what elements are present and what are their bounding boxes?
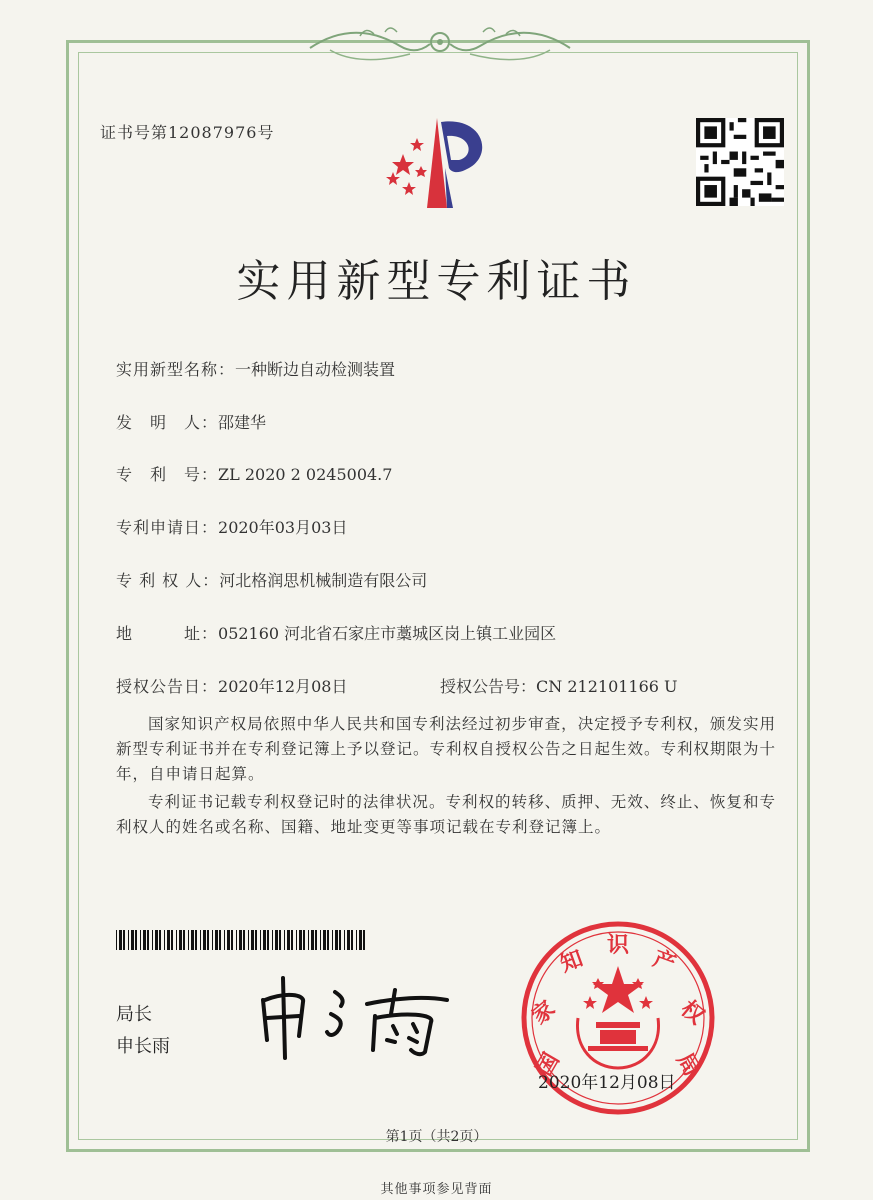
barcode-bar bbox=[191, 930, 194, 950]
barcode-bar bbox=[263, 930, 266, 950]
barcode-bar bbox=[203, 930, 206, 950]
barcode-bar bbox=[207, 930, 209, 950]
field-label: 发 明 人： bbox=[116, 413, 219, 432]
barcode-bar bbox=[152, 930, 153, 950]
barcode-bar bbox=[212, 930, 213, 950]
page-number: 第1页（共2页） bbox=[385, 1129, 488, 1145]
field-label: 专 利 号： bbox=[116, 465, 219, 484]
barcode-bar bbox=[363, 930, 365, 950]
barcode-bar bbox=[255, 930, 257, 950]
barcode-bar bbox=[143, 930, 146, 950]
svg-text:知: 知 bbox=[557, 946, 587, 978]
certificate-number: 证书号第12087976号 bbox=[100, 123, 275, 142]
barcode-bar bbox=[335, 930, 338, 950]
field-grant-date bbox=[116, 674, 347, 697]
field-patent-holder bbox=[116, 568, 427, 591]
field-value: 2020年03月03日 bbox=[218, 518, 348, 537]
barcode-bar bbox=[315, 930, 317, 950]
barcode-bar bbox=[227, 930, 230, 950]
barcode-bar bbox=[171, 930, 173, 950]
barcode-bar bbox=[332, 930, 333, 950]
seal-date: 2020年12月08日 bbox=[538, 1073, 676, 1093]
barcode-bar bbox=[279, 930, 281, 950]
barcode-bar bbox=[344, 930, 345, 950]
barcode-bar bbox=[299, 930, 302, 950]
barcode bbox=[116, 930, 366, 950]
barcode-bar bbox=[179, 930, 182, 950]
field-value: 2020年12月08日 bbox=[218, 677, 348, 696]
barcode-bar bbox=[284, 930, 285, 950]
barcode-bar bbox=[200, 930, 201, 950]
svg-text:权: 权 bbox=[675, 996, 709, 1030]
barcode-bar bbox=[135, 930, 137, 950]
field-value: CN 212101166 U bbox=[536, 677, 678, 696]
field-label: 专 利 权 人： bbox=[116, 571, 220, 590]
barcode-bar bbox=[311, 930, 314, 950]
barcode-bar bbox=[359, 930, 362, 950]
barcode-bar bbox=[296, 930, 297, 950]
barcode-bar bbox=[308, 930, 309, 950]
field-label: 地 址： bbox=[116, 624, 219, 643]
field-label: 授权公告日： bbox=[116, 677, 219, 696]
barcode-bar bbox=[320, 930, 321, 950]
field-patent-number bbox=[116, 462, 392, 485]
barcode-bar bbox=[155, 930, 158, 950]
barcode-bar bbox=[267, 930, 269, 950]
field-label: 授权公告号： bbox=[440, 677, 537, 696]
page-title: 实用新型专利证书 bbox=[236, 256, 637, 307]
field-label: 专利申请日： bbox=[116, 518, 219, 537]
field-value: 河北格润思机械制造有限公司 bbox=[219, 571, 428, 590]
ornament-icon bbox=[300, 18, 580, 70]
director-signature bbox=[255, 970, 455, 1060]
barcode-bar bbox=[339, 930, 341, 950]
statement-paragraph-2: 专利证书记载专利权登记时的法律状况。专利权的转移、质押、无效、终止、恢复和专利权人的姓名或名称、国籍、地址变更等事项记载在专利登记簿上。 bbox=[116, 793, 776, 836]
barcode-bar bbox=[215, 930, 218, 950]
barcode-bar bbox=[164, 930, 165, 950]
barcode-bar bbox=[239, 930, 242, 950]
patent-office-logo bbox=[375, 108, 505, 220]
field-filing-date bbox=[116, 515, 347, 538]
director-title: 局长 bbox=[116, 1004, 152, 1025]
barcode-bar bbox=[356, 930, 357, 950]
barcode-bar bbox=[159, 930, 161, 950]
barcode-bar bbox=[323, 930, 326, 950]
barcode-bar bbox=[347, 930, 350, 950]
barcode-bar bbox=[176, 930, 177, 950]
field-utility-model-name bbox=[116, 357, 395, 380]
director-name: 申长雨 bbox=[116, 1036, 170, 1057]
barcode-bar bbox=[291, 930, 293, 950]
svg-text:产: 产 bbox=[649, 946, 679, 978]
barcode-bar bbox=[243, 930, 245, 950]
barcode-bar bbox=[183, 930, 185, 950]
barcode-bar bbox=[236, 930, 237, 950]
barcode-bar bbox=[140, 930, 141, 950]
svg-text:国: 国 bbox=[532, 1048, 565, 1081]
qr-code bbox=[696, 118, 784, 206]
barcode-bar bbox=[260, 930, 261, 950]
field-value: 邵建华 bbox=[218, 413, 267, 432]
barcode-bar bbox=[224, 930, 225, 950]
svg-text:识: 识 bbox=[606, 933, 630, 958]
field-label: 实用新型名称： bbox=[116, 360, 236, 379]
barcode-bar bbox=[147, 930, 149, 950]
svg-text:局: 局 bbox=[671, 1048, 704, 1081]
barcode-bar bbox=[195, 930, 197, 950]
footer-note: 其他事项参见背面 bbox=[380, 1182, 493, 1197]
barcode-bar bbox=[231, 930, 233, 950]
barcode-bar bbox=[272, 930, 273, 950]
barcode-bar bbox=[128, 930, 129, 950]
svg-text:家: 家 bbox=[527, 996, 561, 1030]
field-value: 一种断边自动检测装置 bbox=[235, 360, 396, 379]
barcode-bar bbox=[131, 930, 134, 950]
field-value: 052160 河北省石家庄市藁城区岗上镇工业园区 bbox=[218, 624, 557, 643]
barcode-bar bbox=[188, 930, 189, 950]
barcode-bar bbox=[351, 930, 353, 950]
barcode-bar bbox=[119, 930, 122, 950]
field-grant-number bbox=[440, 674, 678, 697]
barcode-bar bbox=[248, 930, 249, 950]
barcode-bar bbox=[116, 930, 117, 950]
barcode-bar bbox=[251, 930, 254, 950]
barcode-bar bbox=[275, 930, 278, 950]
barcode-bar bbox=[327, 930, 329, 950]
barcode-bar bbox=[303, 930, 305, 950]
field-value: ZL 2020 2 0245004.7 bbox=[218, 465, 393, 484]
field-inventor bbox=[116, 410, 266, 433]
field-address bbox=[116, 621, 556, 644]
barcode-bar bbox=[123, 930, 125, 950]
barcode-bar bbox=[287, 930, 290, 950]
barcode-bar bbox=[219, 930, 221, 950]
statement-paragraph-1: 国家知识产权局依照中华人民共和国专利法经过初步审查，决定授予专利权，颁发实用新型专利证书并在专利登记簿上予以登记。专利权自授权公告之日起生效。专利权期限为十年，自申请日起算。 bbox=[116, 715, 777, 783]
barcode-bar bbox=[167, 930, 170, 950]
